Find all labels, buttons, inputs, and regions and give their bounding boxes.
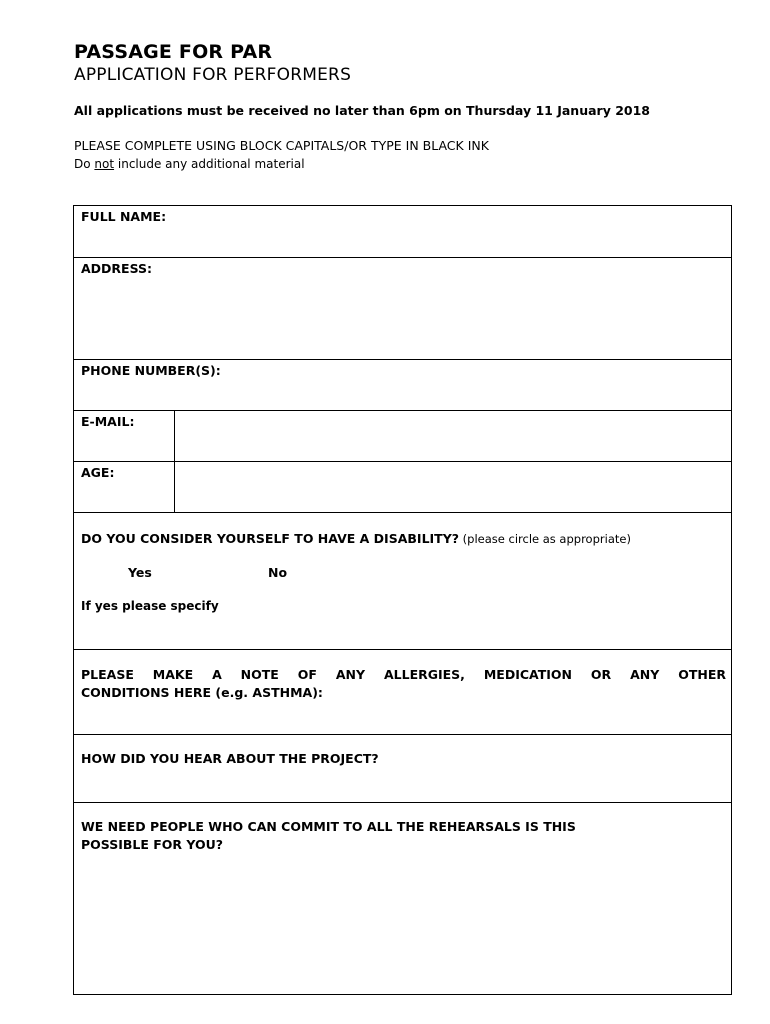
instruction-no-additional-material [74, 155, 489, 173]
instruction-post: include any additional material [114, 157, 305, 171]
age-row [74, 462, 731, 513]
option-no[interactable]: No [268, 565, 288, 580]
rehearsals-label-line1: WE NEED PEOPLE WHO CAN COMMIT TO ALL THE REHEARSALS IS THIS [81, 819, 576, 834]
rehearsals-section[interactable] [74, 803, 731, 994]
age-label: AGE: [81, 465, 115, 480]
form-title: PASSAGE FOR PAR [74, 41, 273, 63]
full-name-field[interactable] [74, 206, 731, 258]
email-input[interactable] [175, 411, 731, 461]
email-label: E-MAIL: [81, 414, 135, 429]
disability-section [74, 513, 731, 650]
disability-question [81, 531, 631, 546]
instruction-emphasis: not [94, 157, 115, 171]
rehearsals-label-line2: POSSIBLE FOR YOU? [81, 837, 224, 852]
hear-about-label: HOW DID YOU HEAR ABOUT THE PROJECT? [81, 751, 379, 766]
disability-question-text: DO YOU CONSIDER YOURSELF TO HAVE A DISABILITY? [81, 531, 460, 546]
full-name-label: FULL NAME: [81, 209, 167, 224]
if-yes-specify-label: If yes please specify [81, 599, 219, 613]
allergies-label [81, 666, 726, 702]
rehearsals-label [81, 818, 726, 854]
disability-note: (please circle as appropriate) [459, 532, 631, 546]
email-row [74, 411, 731, 462]
hear-about-section[interactable] [74, 735, 731, 803]
instruction-pre: Do [74, 157, 95, 171]
allergies-label-line2: CONDITIONS HERE (e.g. ASTHMA): [81, 685, 323, 700]
allergies-section[interactable] [74, 650, 731, 735]
age-input[interactable] [175, 462, 731, 512]
option-yes[interactable]: Yes [128, 565, 152, 580]
instruction-block-capitals: PLEASE COMPLETE USING BLOCK CAPITALS/OR TYPE IN BLACK INK [74, 138, 489, 153]
allergies-label-line1: PLEASE MAKE A NOTE OF ANY ALLERGIES, MEDICATION OR ANY OTHER [81, 667, 726, 682]
address-field[interactable] [74, 258, 731, 360]
address-label: ADDRESS: [81, 261, 153, 276]
instructions [74, 137, 489, 173]
form-subtitle: APPLICATION FOR PERFORMERS [74, 65, 352, 85]
deadline-notice: All applications must be received no later than 6pm on Thursday 11 January 2018 [74, 103, 650, 118]
phone-label: PHONE NUMBER(S): [81, 363, 221, 378]
application-form [73, 205, 732, 995]
phone-field[interactable] [74, 360, 731, 411]
